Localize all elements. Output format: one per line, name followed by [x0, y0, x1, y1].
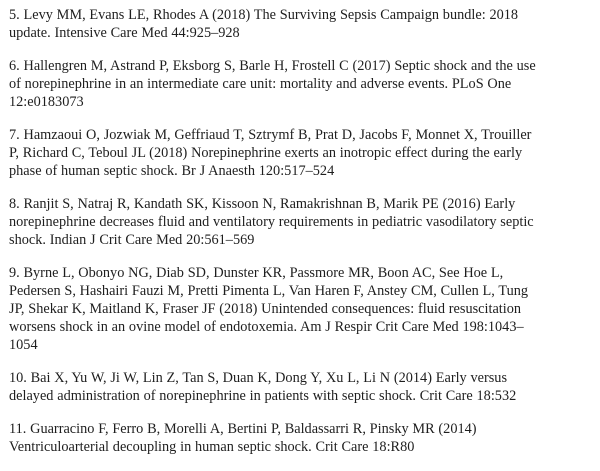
reference-line: delayed administration of norepinephrine in patients with septic shock. Crit Care 18:532 [9, 388, 517, 404]
reference-8 [9, 195, 593, 249]
reference-line: of norepinephrine in an intermediate care unit: mortality and adverse events. PLoS One [9, 76, 512, 92]
reference-9 [9, 264, 593, 354]
reference-list [9, 6, 593, 471]
reference-line: 10. Bai X, Yu W, Ji W, Lin Z, Tan S, Duan K, Dong Y, Xu L, Li N (2014) Early versus [9, 370, 508, 386]
reference-line: 8. Ranjit S, Natraj R, Kandath SK, Kissoon N, Ramakrishnan B, Marik PE (2016) Early [9, 196, 516, 212]
reference-7 [9, 126, 593, 180]
reference-line: 9. Byrne L, Obonyo NG, Diab SD, Dunster KR, Passmore MR, Boon AC, See Hoe L, [9, 265, 504, 281]
reference-line: shock. Indian J Crit Care Med 20:561–569 [9, 232, 255, 248]
reference-line: Pedersen S, Hashairi Fauzi M, Pretti Pimenta L, Van Haren F, Anstey CM, Cullen L, Tung [9, 283, 529, 299]
reference-10 [9, 369, 593, 405]
reference-line: JP, Shekar K, Maitland K, Fraser JF (2018) Unintended consequences: fluid resuscitation [9, 301, 522, 317]
reference-line: Ventriculoarterial decoupling in human septic shock. Crit Care 18:R80 [9, 439, 415, 455]
reference-line: 1054 [9, 337, 38, 353]
reference-line: norepinephrine decreases fluid and ventilatory requirements in pediatric vasodilatory septic [9, 214, 534, 230]
reference-line: update. Intensive Care Med 44:925–928 [9, 25, 240, 41]
reference-line: 6. Hallengren M, Astrand P, Eksborg S, Barle H, Frostell C (2017) Septic shock and the use [9, 58, 536, 74]
reference-line: 7. Hamzaoui O, Jozwiak M, Geffriaud T, Sztrymf B, Prat D, Jacobs F, Monnet X, Trouiller [9, 127, 532, 143]
reference-line: 5. Levy MM, Evans LE, Rhodes A (2018) The Surviving Sepsis Campaign bundle: 2018 [9, 7, 519, 23]
reference-line: 12:e0183073 [9, 94, 84, 110]
reference-11 [9, 420, 593, 456]
reference-line: phase of human septic shock. Br J Anaesth 120:517–524 [9, 163, 335, 179]
reference-line: P, Richard C, Teboul JL (2018) Norepinephrine exerts an inotropic effect during the early [9, 145, 523, 161]
reference-line: 11. Guarracino F, Ferro B, Morelli A, Bertini P, Baldassarri R, Pinsky MR (2014) [9, 421, 477, 437]
reference-6 [9, 57, 593, 111]
reference-5 [9, 6, 593, 42]
reference-line: worsens shock in an ovine model of endotoxemia. Am J Respir Crit Care Med 198:1043– [9, 319, 524, 335]
